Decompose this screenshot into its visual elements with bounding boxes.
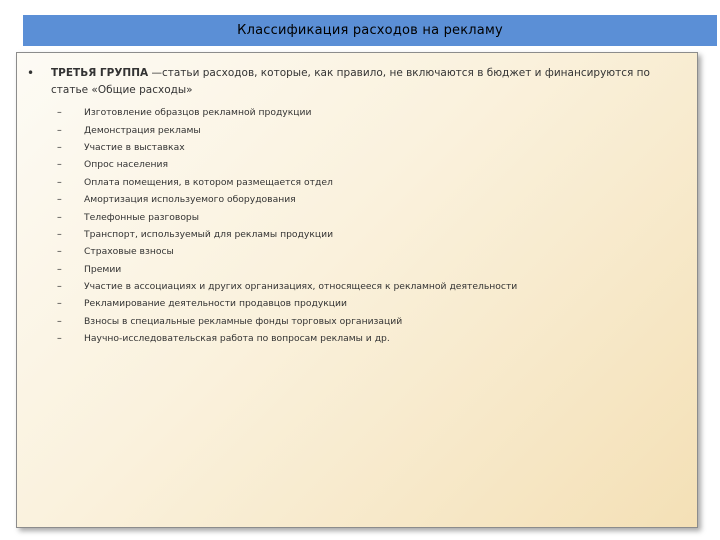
dash-icon: – [57, 159, 62, 171]
list-item-text: Страховые взносы [84, 246, 174, 258]
list-item-text: Рекламирование деятельности продавцов продукции [84, 298, 348, 310]
list-item-text: Участие в ассоциациях и других организациях, относящееся к рекламной деятельности [84, 281, 518, 293]
list-item [57, 278, 517, 295]
list-item [57, 295, 517, 312]
list-item [57, 330, 517, 347]
title-bar [23, 15, 717, 46]
list-item [57, 243, 517, 260]
list-item [57, 261, 517, 278]
list-item [57, 313, 517, 330]
group-paragraph [51, 65, 687, 99]
expense-list [57, 104, 517, 347]
slide-title: Классификация расходов на рекламу [237, 23, 503, 38]
dash-icon: – [57, 176, 62, 188]
list-item [57, 156, 517, 173]
bullet-icon: • [27, 66, 35, 80]
list-item-text: Оплата помещения, в котором размещается отдел [84, 176, 333, 188]
dash-icon: – [57, 211, 62, 223]
list-item [57, 208, 517, 225]
list-item [57, 174, 517, 191]
list-item [57, 139, 517, 156]
list-item [57, 121, 517, 138]
dash-icon: – [57, 281, 62, 293]
list-item-text: Премии [84, 263, 122, 275]
list-item [57, 104, 517, 121]
dash-icon: – [57, 333, 62, 345]
list-item-text: Изготовление образцов рекламной продукции [84, 107, 312, 119]
dash-icon: – [57, 298, 62, 310]
dash-icon: – [57, 107, 62, 119]
list-item-text: Телефонные разговоры [84, 211, 200, 223]
list-item [57, 191, 517, 208]
list-item-text: Опрос населения [84, 159, 169, 171]
content-box [16, 52, 698, 528]
dash-icon: – [57, 124, 62, 136]
list-item-text: Транспорт, используемый для рекламы продукции [84, 228, 334, 240]
dash-icon: – [57, 141, 62, 153]
dash-icon: – [57, 246, 62, 258]
list-item-text: Демонстрация рекламы [84, 124, 201, 136]
dash-icon: – [57, 228, 62, 240]
dash-icon: – [57, 194, 62, 206]
dash-icon: – [57, 315, 62, 327]
dash-icon: – [57, 263, 62, 275]
list-item-text: Участие в выставках [84, 141, 185, 153]
list-item [57, 226, 517, 243]
list-item-text: Научно-исследовательская работа по вопросам рекламы и др. [84, 333, 390, 345]
group-lead: ТРЕТЬЯ ГРУППА [51, 67, 149, 79]
group-description: —статьи расходов, которые, как правило, не включаются в бюджет и финансируются по статье «Общие расходы» [51, 67, 650, 96]
list-item-text: Амортизация используемого оборудования [84, 194, 296, 206]
list-item-text: Взносы в специальные рекламные фонды торговых организаций [84, 315, 403, 327]
